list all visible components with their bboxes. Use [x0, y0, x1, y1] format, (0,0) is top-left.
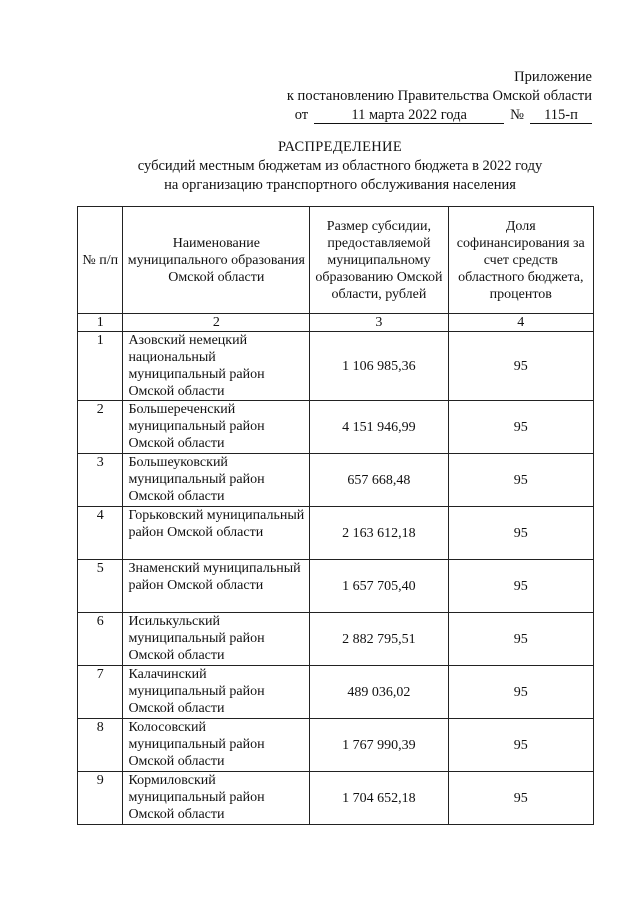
municipality-name: Знаменский муниципальный район Омской области: [123, 560, 310, 613]
header-cofinancing-share: Доля софинансирования за счет средств областного бюджета, процентов: [448, 207, 593, 314]
header-subsidy-amount: Размер субсидии, предоставляемой муниципальному образованию Омской области, рублей: [310, 207, 448, 314]
row-number: 5: [78, 560, 123, 613]
municipality-name: Большереченский муниципальный район Омской области: [123, 401, 310, 454]
subsidy-amount: 1 657 705,40: [310, 560, 448, 613]
appendix-header: [262, 68, 592, 125]
document-title: [0, 138, 640, 195]
cofinancing-share: 95: [448, 454, 593, 507]
table-row: [78, 454, 594, 507]
cofinancing-share: 95: [448, 507, 593, 560]
row-number: 7: [78, 666, 123, 719]
subsidy-amount: 2 163 612,18: [310, 507, 448, 560]
number-label: №: [510, 107, 524, 123]
municipality-name: Калачинский муниципальный район Омской области: [123, 666, 310, 719]
cofinancing-share: 95: [448, 666, 593, 719]
column-number: 3: [310, 314, 448, 332]
row-number: 3: [78, 454, 123, 507]
subsidy-amount: 1 704 652,18: [310, 772, 448, 825]
decree-number: 115-п: [530, 107, 592, 124]
cofinancing-share: 95: [448, 401, 593, 454]
table-row: [78, 401, 594, 454]
cofinancing-share: 95: [448, 560, 593, 613]
municipality-name: Большеуковский муниципальный район Омской области: [123, 454, 310, 507]
table-row: [78, 560, 594, 613]
column-number: 1: [78, 314, 123, 332]
table-body: [78, 332, 594, 825]
row-number: 9: [78, 772, 123, 825]
title-subtitle-1: субсидий местным бюджетам из областного бюджета в 2022 году: [137, 158, 543, 174]
column-number: 2: [123, 314, 310, 332]
table-header-row: [78, 207, 594, 314]
cofinancing-share: 95: [448, 332, 593, 401]
row-number: 6: [78, 613, 123, 666]
subsidy-amount: 4 151 946,99: [310, 401, 448, 454]
table-row: [78, 613, 594, 666]
row-number: 2: [78, 401, 123, 454]
column-number: 4: [448, 314, 593, 332]
row-number: 4: [78, 507, 123, 560]
table-row: [78, 332, 594, 401]
title-main: РАСПРЕДЕЛЕНИЕ: [278, 139, 402, 155]
subsidy-amount: 2 882 795,51: [310, 613, 448, 666]
decree-date: 11 марта 2022 года: [314, 107, 504, 124]
municipality-name: Кормиловский муниципальный район Омской области: [123, 772, 310, 825]
table-row: [78, 507, 594, 560]
subsidy-amount: 1 106 985,36: [310, 332, 448, 401]
cofinancing-share: 95: [448, 772, 593, 825]
cofinancing-share: 95: [448, 719, 593, 772]
municipality-name: Горьковский муниципальный район Омской области: [123, 507, 310, 560]
municipality-name: Исилькульский муниципальный район Омской области: [123, 613, 310, 666]
table-row: [78, 719, 594, 772]
municipality-name: Колосовский муниципальный район Омской области: [123, 719, 310, 772]
decree-reference: к постановлению Правительства Омской области: [286, 88, 592, 104]
subsidy-amount: 489 036,02: [310, 666, 448, 719]
subsidy-amount: 657 668,48: [310, 454, 448, 507]
title-subtitle-2: на организацию транспортного обслуживания населения: [164, 177, 516, 193]
decree-date-line: [262, 106, 592, 125]
subsidy-amount: 1 767 990,39: [310, 719, 448, 772]
row-number: 8: [78, 719, 123, 772]
header-municipality: Наименование муниципального образования Омской области: [123, 207, 310, 314]
header-number: № п/п: [78, 207, 123, 314]
table-row: [78, 772, 594, 825]
subsidy-table: [77, 206, 594, 825]
cofinancing-share: 95: [448, 613, 593, 666]
appendix-label: Приложение: [514, 69, 592, 85]
table-row: [78, 666, 594, 719]
municipality-name: Азовский немецкий национальный муниципальный район Омской области: [123, 332, 310, 401]
column-numbers-row: [78, 314, 594, 332]
row-number: 1: [78, 332, 123, 401]
from-label: от: [294, 107, 309, 123]
